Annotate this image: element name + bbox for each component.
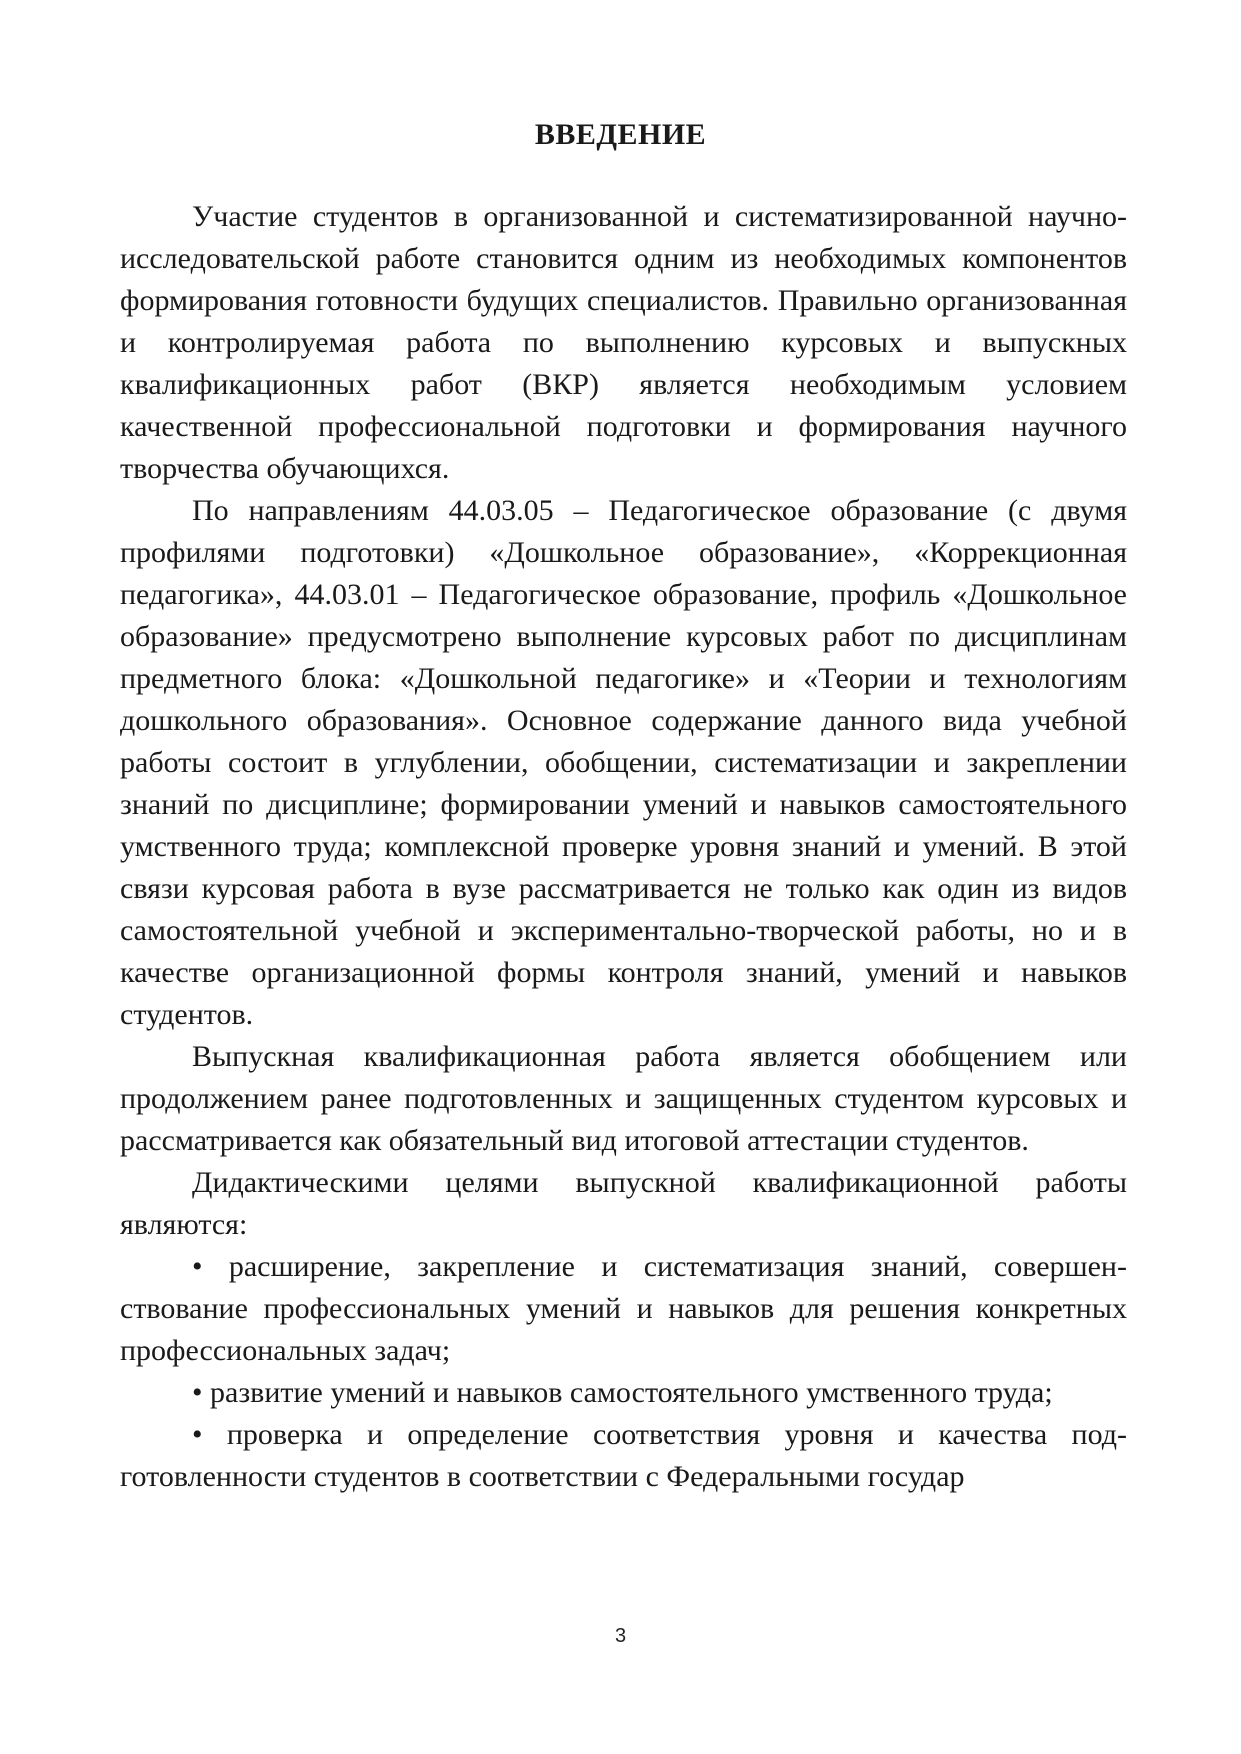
bullet-item: • развитие умений и навыков самостоятельного умственного труда; — [192, 1376, 1053, 1409]
paragraph: Участие студентов в организованной и систематизированной научно-исследовательской работе становится одним из необходимых компонентов формирования готовности будущих специалистов. Правильно организованная и контролируемая работа по выполнению курсовых и выпускных квалификационных работ (ВКР) является необходимым условием качественной профессиональной подготовки и формирования научного творчества обучающихся. — [120, 200, 1127, 485]
page-number: 3 — [614, 1625, 627, 1647]
document-body — [120, 196, 1127, 1498]
section-title: ВВЕДЕНИЕ — [534, 118, 707, 151]
paragraph: По направлениям 44.03.05 – Педагогическое образование (с двумя профилями подготовки) «Дошкольное образование», «Коррекционная педагогика», 44.03.01 – Педагогическое образование, профиль «Дошкольное образование» предусмотрено выполнение курсовых работ по дисциплинам предметного блока: «Дошкольной педагогике» и «Теории и технологиям дошкольного образования». Основное содержание данного вида учебной работы состоит в углублении, обобщении, систематизации и закреплении знаний по дисциплине; формировании умений и навыков самостоятельного умственного труда; комплексной проверке уровня знаний и умений. В этой связи курсовая работа в вузе рассматривается не только как один из видов самостоятельной учебной и экспериментально-творческой работы, но и в качестве организационной формы контроля знаний, умений и навыков студентов. — [120, 494, 1127, 1031]
paragraph: Дидактическими целями выпускной квалификационной работы являются: — [120, 1166, 1127, 1241]
bullet-item: • расширение, закрепление и систематизация знаний, совершенствование профессиональных умений и навыков для решения конкретных профессиональных задач; — [120, 1250, 1127, 1367]
paragraph: Выпускная квалификационная работа является обобщением или продолжением ранее подготовленных и защищенных студентом курсовых и рассматривается как обязательный вид итоговой аттестации студентов. — [120, 1040, 1127, 1157]
bullet-item: • проверка и определение соответствия уровня и качества подготовленности студентов в соответствии с Федеральными государ — [120, 1418, 1127, 1493]
